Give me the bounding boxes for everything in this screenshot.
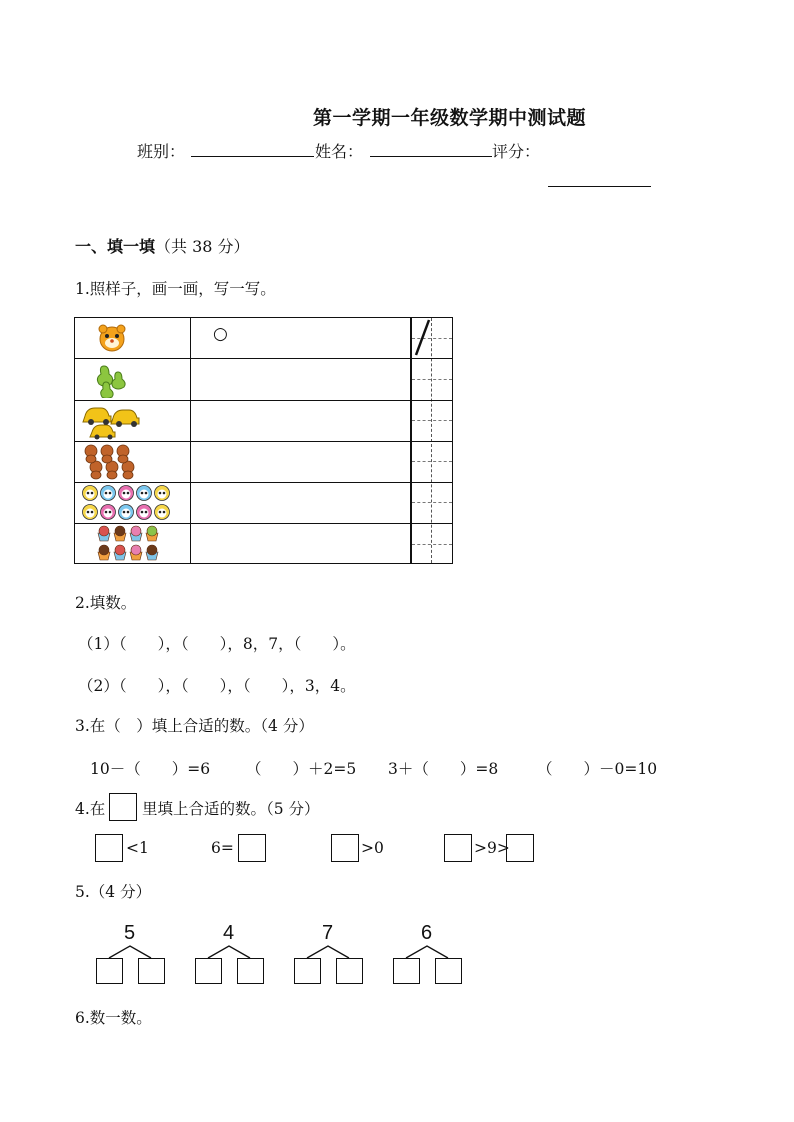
compare-4: >9>	[474, 839, 510, 857]
cupcakes-icon	[94, 524, 166, 562]
example-stroke	[412, 318, 432, 358]
answer-box[interactable]	[331, 834, 359, 862]
class-label: 班别：	[137, 142, 186, 161]
split-box[interactable]	[393, 958, 420, 984]
equation-2[interactable]: （ ）＋2=5	[246, 760, 357, 778]
name-field[interactable]	[370, 156, 492, 157]
question-5: 5.（4 分）	[75, 883, 152, 901]
decompose-number: 7	[322, 922, 334, 944]
section-title: 一、填一填	[75, 237, 156, 256]
example-circle: ○	[213, 324, 228, 344]
decompose-number: 5	[124, 922, 136, 944]
split-box[interactable]	[96, 958, 123, 984]
answer-box[interactable]	[506, 834, 534, 862]
split-box[interactable]	[237, 958, 264, 984]
tiger-face-icon	[97, 324, 127, 352]
answer-box[interactable]	[444, 834, 472, 862]
split-box[interactable]	[195, 958, 222, 984]
section-points: （共 38 分）	[155, 237, 250, 256]
sequence-1[interactable]: （1）（ ），（ ），8，7，（ ）。	[78, 635, 356, 653]
example-box	[109, 793, 137, 821]
class-field[interactable]	[191, 156, 314, 157]
answer-box[interactable]	[95, 834, 123, 862]
question-6: 6.数一数。	[75, 1009, 152, 1027]
compare-1: <1	[126, 839, 149, 857]
compare-2: 6=	[211, 839, 234, 857]
split-box[interactable]	[294, 958, 321, 984]
cars-icon	[82, 402, 144, 440]
panda-badges-icon	[81, 484, 177, 522]
equation-3[interactable]: 3＋（ ）=8	[388, 760, 499, 778]
sequence-2[interactable]: （2）（ ），（ ），（ ），3，4。	[78, 677, 356, 695]
split-box[interactable]	[435, 958, 462, 984]
decompose-number: 6	[421, 922, 433, 944]
decompose-number: 4	[223, 922, 235, 944]
equation-4[interactable]: （ ）－0=10	[537, 760, 658, 778]
split-box[interactable]	[336, 958, 363, 984]
writing-grid[interactable]	[411, 317, 453, 564]
score-field[interactable]	[548, 186, 651, 187]
equation-1[interactable]: 10－（ ）=6	[90, 760, 211, 778]
answer-box[interactable]	[238, 834, 266, 862]
question-4-text: 里填上合适的数。（5 分）	[142, 800, 320, 818]
page-title: 第一学期一年级数学期中测试题	[313, 107, 587, 129]
section-heading	[75, 234, 250, 257]
split-box[interactable]	[138, 958, 165, 984]
question-2: 2.填数。	[75, 594, 137, 612]
score-label: 评分：	[492, 142, 541, 161]
question-1: 1.照样子，画一画，写一写。	[75, 280, 276, 298]
compare-3: >0	[361, 839, 384, 857]
question-3: 3.在（ ）填上合适的数。（4 分）	[75, 717, 314, 735]
question-4-prefix: 4.在	[75, 800, 106, 818]
teddy-bears-icon	[82, 443, 144, 481]
name-label: 姓名：	[315, 142, 364, 161]
pears-icon	[94, 362, 130, 398]
